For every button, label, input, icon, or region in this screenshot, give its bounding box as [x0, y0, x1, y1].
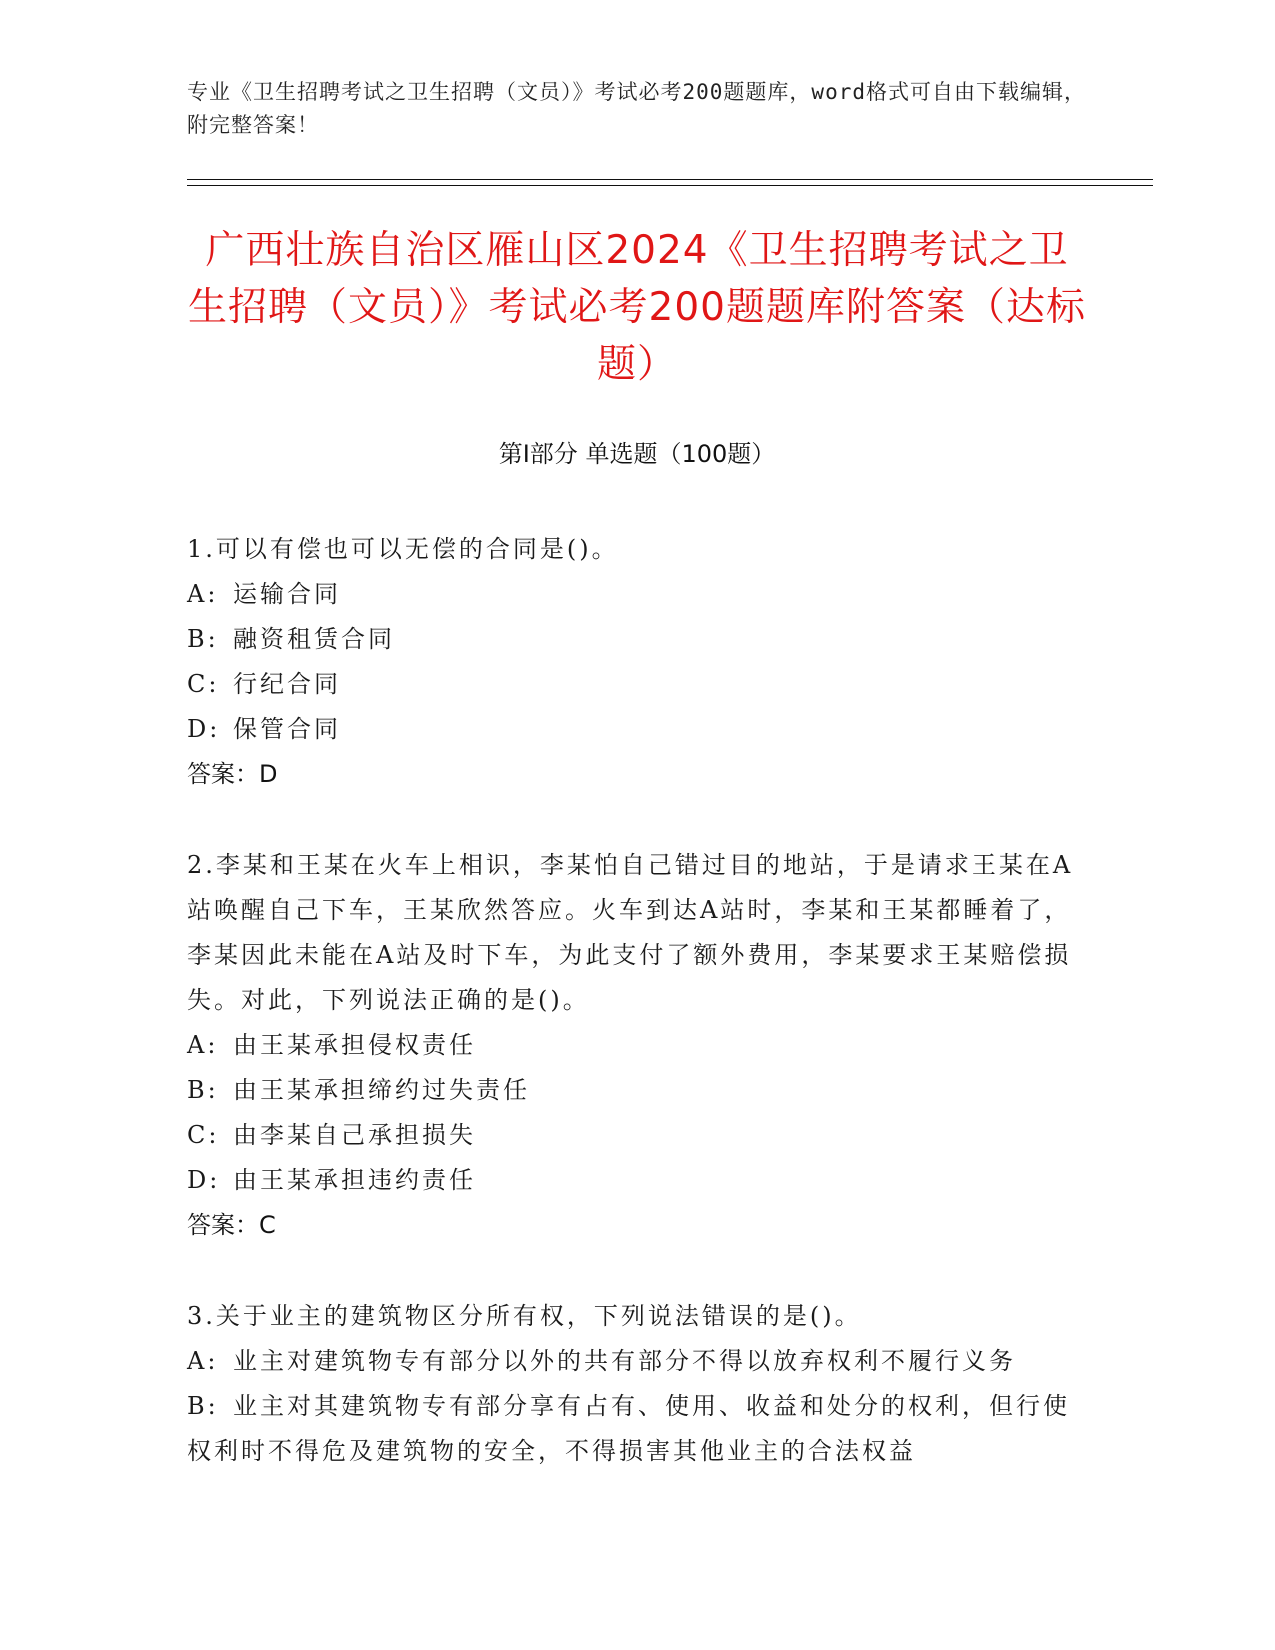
option-a — [187, 1023, 1087, 1068]
option-key: B: — [187, 625, 219, 653]
option-text: 业主对建筑物专有部分以外的共有部分不得以放弃权利不履行义务 — [233, 1347, 1016, 1375]
option-text: 由王某承担缔约过失责任 — [233, 1076, 530, 1104]
option-text: 融资租赁合同 — [233, 625, 395, 653]
question-1 — [187, 527, 1087, 797]
header-rule-bottom — [187, 185, 1153, 186]
option-a — [187, 1339, 1087, 1384]
option-b — [187, 617, 1087, 662]
option-key: B: — [187, 1392, 219, 1420]
option-a — [187, 572, 1087, 617]
option-text: 由王某承担违约责任 — [233, 1166, 476, 1194]
option-c — [187, 1113, 1087, 1158]
header-note: 专业《卫生招聘考试之卫生招聘（文员）》考试必考200题题库，word格式可自由下载编辑，附完整答案！ — [187, 80, 1086, 137]
option-d — [187, 707, 1087, 752]
question-stem: 3.关于业主的建筑物区分所有权，下列说法错误的是()。 — [187, 1302, 862, 1330]
option-key: A: — [187, 1031, 219, 1059]
answer-label: 答案：D — [187, 760, 278, 788]
option-b — [187, 1068, 1087, 1113]
document-title: 广西壮族自治区雁山区2024《卫生招聘考试之卫生招聘（文员）》考试必考200题题库附答案（达标题） — [188, 228, 1086, 387]
option-d — [187, 1158, 1087, 1203]
option-text: 由李某自己承担损失 — [233, 1121, 476, 1149]
option-key: B: — [187, 1076, 219, 1104]
option-text: 运输合同 — [233, 580, 341, 608]
question-list — [187, 527, 1087, 1520]
question-stem: 1.可以有偿也可以无偿的合同是()。 — [187, 535, 619, 563]
option-key: D: — [187, 1166, 221, 1194]
option-key: D: — [187, 715, 221, 743]
option-text: 由王某承担侵权责任 — [233, 1031, 476, 1059]
option-text: 保管合同 — [233, 715, 341, 743]
option-key: C: — [187, 1121, 220, 1149]
header-rule-top — [187, 179, 1153, 180]
option-key: A: — [187, 580, 219, 608]
option-b — [187, 1384, 1087, 1474]
option-c — [187, 662, 1087, 707]
option-text: 行纪合同 — [233, 670, 341, 698]
option-key: C: — [187, 670, 220, 698]
question-3 — [187, 1294, 1087, 1474]
question-2 — [187, 843, 1087, 1248]
answer-label: 答案：C — [187, 1211, 276, 1239]
option-key: A: — [187, 1347, 219, 1375]
question-stem: 2.李某和王某在火车上相识，李某怕自己错过目的地站，于是请求王某在A站唤醒自己下车，王某欣然答应。火车到达A站时，李某和王某都睡着了，李某因此未能在A站及时下车，为此支付了额外费用，李某要求王某赔偿损失。对此，下列说法正确的是()。 — [187, 851, 1074, 1014]
section-title: 第I部分 单选题（100题） — [498, 440, 776, 468]
option-text: 业主对其建筑物专有部分享有占有、使用、收益和处分的权利，但行使权利时不得危及建筑物的安全，不得损害其他业主的合法权益 — [187, 1392, 1070, 1465]
